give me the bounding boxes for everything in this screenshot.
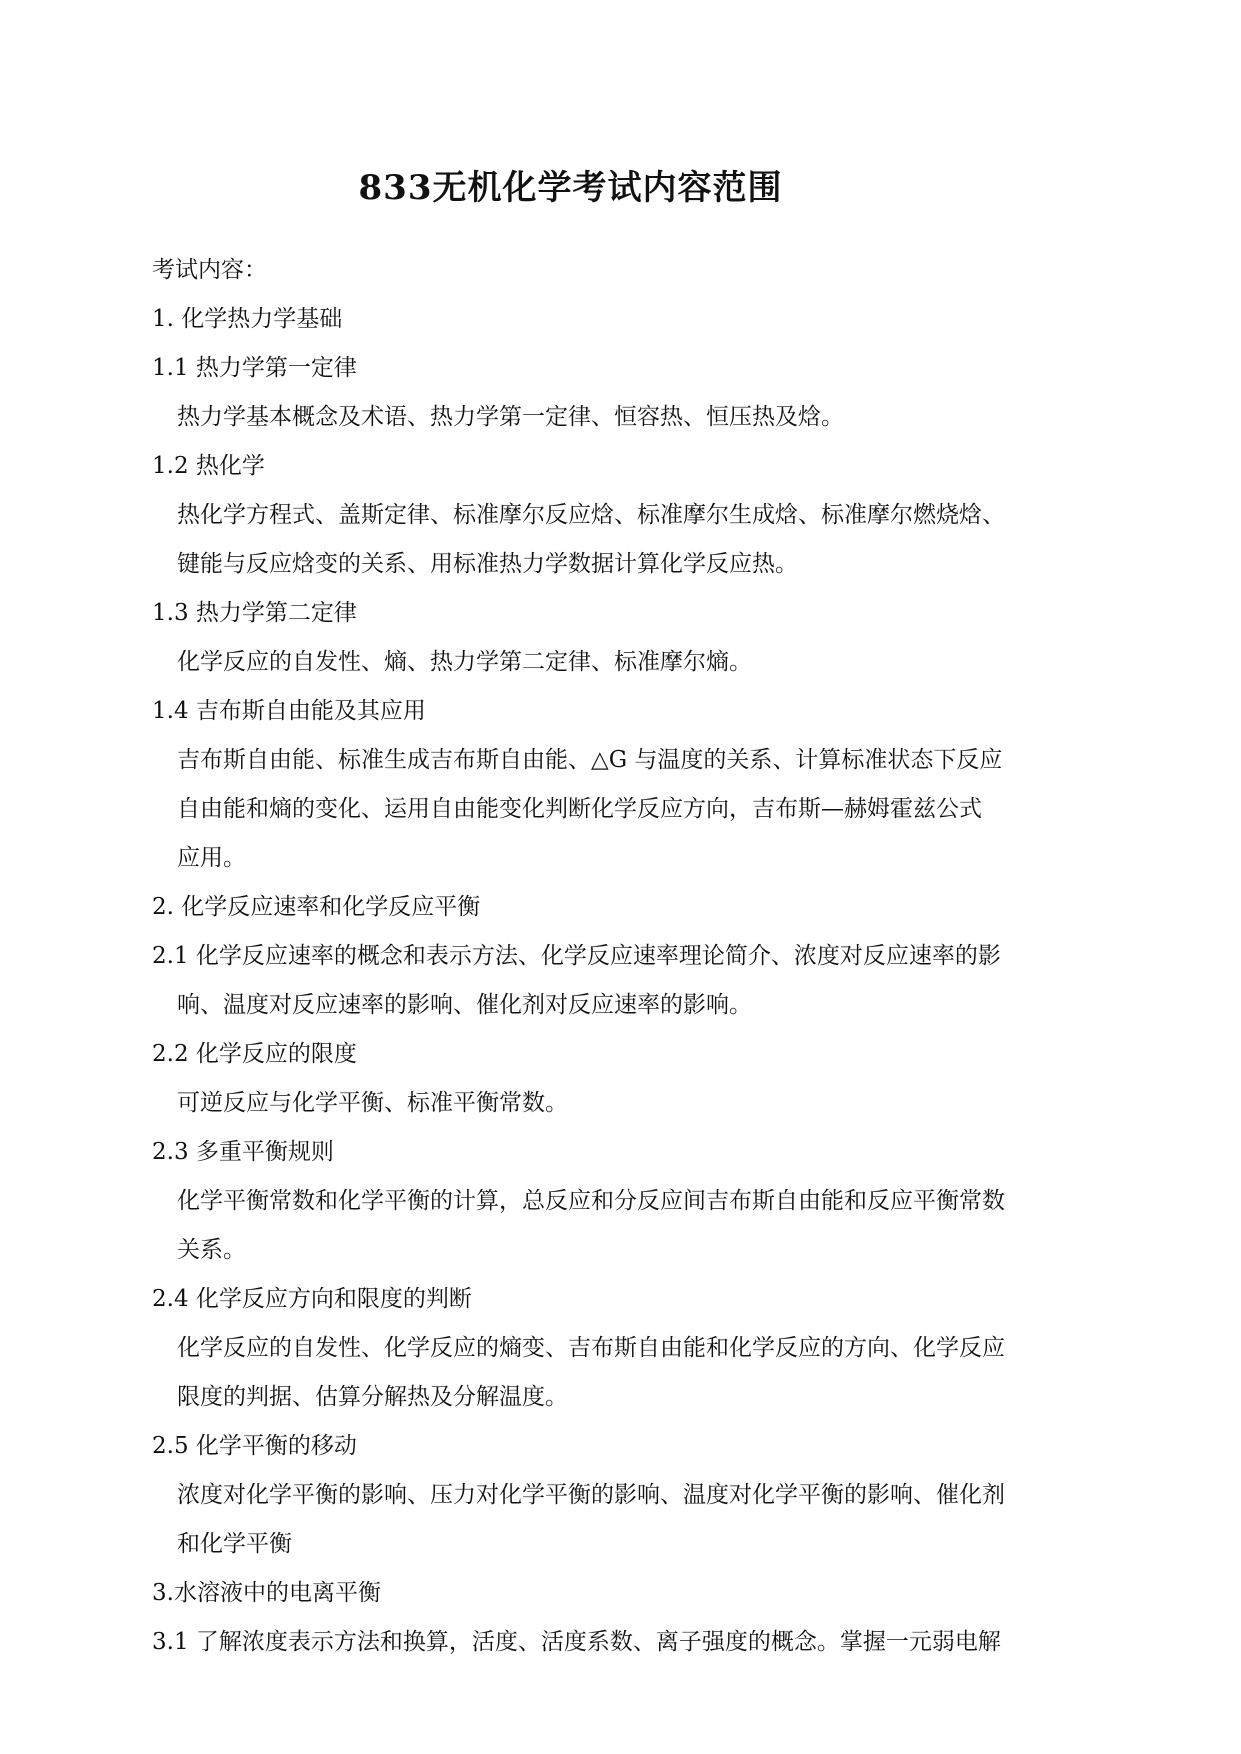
section-heading-line: 2. 化学反应速率和化学反应平衡: [152, 894, 481, 920]
body-paragraph-line: 可逆反应与化学平衡、标准平衡常数。: [177, 1090, 568, 1116]
body-paragraph-line: 应用。: [177, 845, 246, 871]
section-heading-line: 3.水溶液中的电离平衡: [152, 1580, 381, 1606]
section-heading-line: 2.3 多重平衡规则: [152, 1139, 334, 1165]
section-heading-line: 1. 化学热力学基础: [152, 306, 343, 332]
body-paragraph-line: 热力学基本概念及术语、热力学第一定律、恒容热、恒压热及焓。: [177, 404, 844, 430]
body-paragraph-line: 键能与反应焓变的关系、用标准热力学数据计算化学反应热。: [177, 551, 798, 577]
section-heading-line: 1.4 吉布斯自由能及其应用: [152, 698, 426, 724]
body-paragraph-line: 和化学平衡: [177, 1531, 292, 1557]
body-paragraph-line: 化学反应的自发性、熵、热力学第二定律、标准摩尔熵。: [177, 649, 752, 675]
body-paragraph-line: 关系。: [177, 1237, 246, 1263]
section-heading-line: 1.3 热力学第二定律: [152, 600, 357, 626]
section-heading-line: 2.4 化学反应方向和限度的判断: [152, 1286, 472, 1312]
body-paragraph-line: 化学平衡常数和化学平衡的计算，总反应和分反应间吉布斯自由能和反应平衡常数: [177, 1188, 1005, 1214]
body-paragraph-line: 浓度对化学平衡的影响、压力对化学平衡的影响、温度对化学平衡的影响、催化剂: [177, 1482, 1005, 1508]
page-title-text: 833无机化学考试内容范围: [358, 168, 783, 208]
document-body: [152, 246, 1082, 1667]
body-paragraph-line: 响、温度对反应速率的影响、催化剂对反应速率的影响。: [177, 992, 752, 1018]
body-paragraph-line: 自由能和熵的变化、运用自由能变化判断化学反应方向，吉布斯—赫姆霍兹公式: [177, 796, 982, 822]
section-heading-line: 1.1 热力学第一定律: [152, 355, 357, 381]
section-heading-line: 2.1 化学反应速率的概念和表示方法、化学反应速率理论简介、浓度对反应速率的影: [152, 943, 1001, 969]
section-heading-line: 2.5 化学平衡的移动: [152, 1433, 357, 1459]
page-title: [0, 160, 1241, 209]
body-paragraph-line: 限度的判据、估算分解热及分解温度。: [177, 1384, 568, 1410]
section-heading-line: 2.2 化学反应的限度: [152, 1041, 357, 1067]
section-heading-line: 1.2 热化学: [152, 453, 265, 479]
body-paragraph-line: 化学反应的自发性、化学反应的熵变、吉布斯自由能和化学反应的方向、化学反应: [177, 1335, 1005, 1361]
body-paragraph-line: 吉布斯自由能、标准生成吉布斯自由能、△G 与温度的关系、计算标准状态下反应: [177, 747, 1003, 773]
body-paragraph-line: 热化学方程式、盖斯定律、标准摩尔反应焓、标准摩尔生成焓、标准摩尔燃烧焓、: [177, 502, 1005, 528]
section-heading-line: 3.1 了解浓度表示方法和换算，活度、活度系数、离子强度的概念。掌握一元弱电解: [152, 1629, 1001, 1655]
section-heading-line: 考试内容：: [152, 257, 267, 283]
